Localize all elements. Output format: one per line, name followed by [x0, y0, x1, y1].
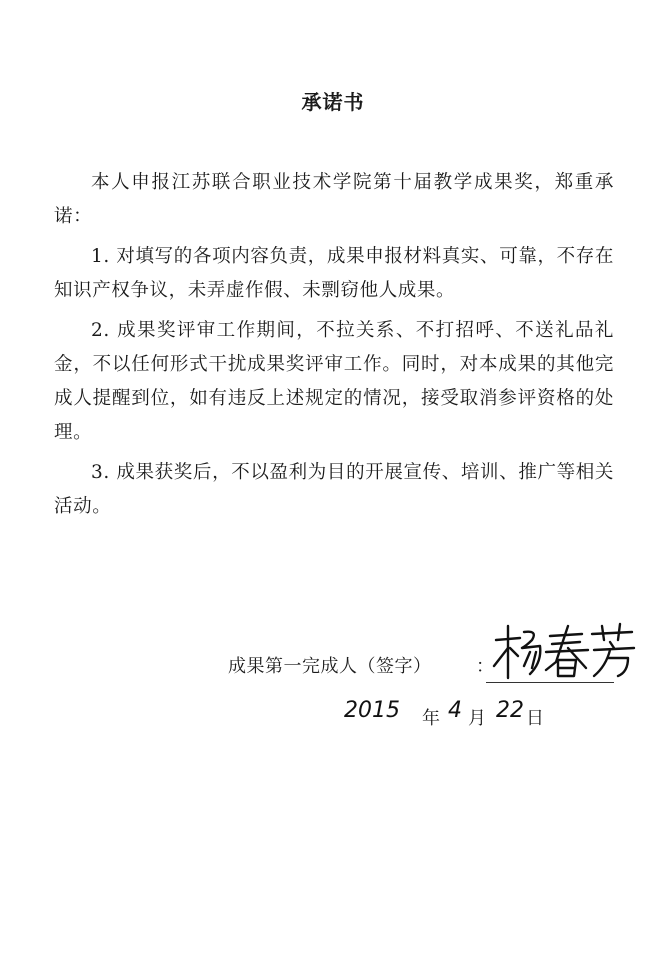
date-day-char: 日	[526, 708, 544, 729]
document-title: 承诺书	[301, 90, 365, 114]
signature-row	[228, 644, 648, 688]
date-row	[344, 690, 604, 740]
commitment-item-2: 2. 成果奖评审工作期间，不拉关系、不打招呼、不送礼品礼金，不以任何形式干扰成果奖评审工作。同时，对本成果的其他完成人提醒到位，如有违反上述规定的情况，接受取消参评资格的处理。	[54, 320, 614, 443]
handwritten-signature	[486, 618, 636, 684]
date-month-char: 月	[468, 708, 486, 729]
commitment-item-1: 1. 对填写的各项内容负责，成果申报材料真实、可靠，不存在知识产权争议，未弄虚作假、未剽窃他人成果。	[54, 246, 614, 301]
signature-label: 成果第一完成人（签字）	[228, 656, 432, 677]
signature-colon: ：	[476, 656, 494, 677]
document-body	[54, 166, 614, 530]
date-day-handwritten: 22	[496, 698, 524, 723]
signature-underline	[486, 682, 614, 683]
intro-paragraph: 本人申报江苏联合职业技术学院第十届教学成果奖，郑重承诺：	[54, 172, 614, 227]
date-month-handwritten: 4	[448, 698, 462, 723]
date-year-handwritten: 2015	[344, 698, 400, 723]
date-year-char: 年	[422, 708, 440, 729]
commitment-item-3: 3. 成果获奖后，不以盈利为目的开展宣传、培训、推广等相关活动。	[54, 462, 614, 517]
